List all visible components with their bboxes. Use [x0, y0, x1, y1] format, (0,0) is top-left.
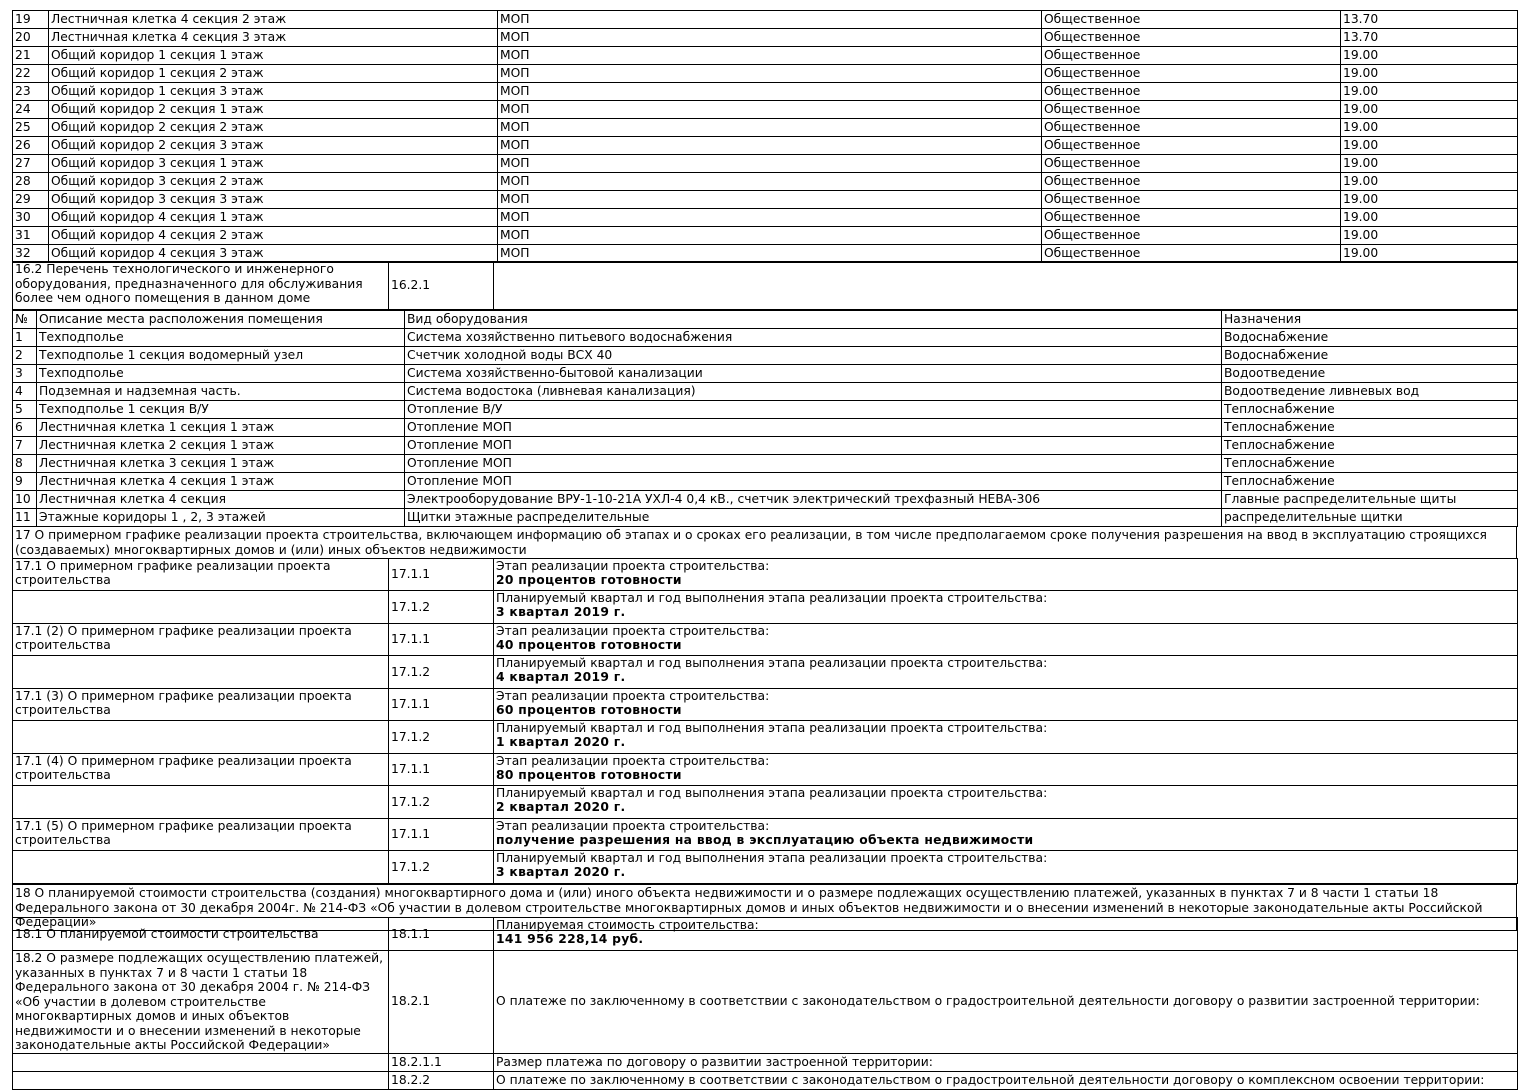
header-place: Описание места расположения помещения [37, 311, 405, 329]
table-row [13, 101, 1518, 119]
equipment-place: Техподполье 1 секция В/У [37, 401, 405, 419]
table-row [13, 437, 1518, 455]
quarter-row [13, 656, 1518, 689]
row-number: 26 [13, 137, 49, 155]
header-kind: Вид оборудования [405, 311, 1222, 329]
room-type: МОП [498, 209, 1042, 227]
payment-size-text: Размер платежа по договору о развитии застроенной территории: [494, 1053, 1518, 1071]
room-name: Общий коридор 4 секция 3 этаж [49, 245, 498, 263]
quarter-value: 1 квартал 2020 г. [496, 735, 626, 749]
room-name: Общий коридор 2 секция 1 этаж [49, 101, 498, 119]
stage-code: 17.1.1 [389, 754, 494, 786]
quarter-code: 17.1.2 [389, 656, 494, 689]
stage-row [13, 819, 1518, 851]
quarter-label: Планируемый квартал и год выполнения этапа реализации проекта строительства: [496, 656, 1048, 670]
stage-code: 17.1.1 [389, 819, 494, 851]
room-name: Лестничная клетка 4 секция 2 этаж [49, 11, 498, 29]
table-row [13, 191, 1518, 209]
equipment-purpose: Главные распределительные щиты [1222, 491, 1518, 509]
equipment-purpose: Водоснабжение [1222, 347, 1518, 365]
row-number: 10 [13, 491, 37, 509]
stage-label: Этап реализации проекта строительства: [496, 689, 770, 703]
room-name: Общий коридор 1 секция 2 этаж [49, 65, 498, 83]
equipment-kind: Щитки этажные распределительные [405, 509, 1222, 527]
row-number: 24 [13, 101, 49, 119]
quarter-row [13, 721, 1518, 754]
stage-value: 20 процентов готовности [496, 573, 682, 587]
stage-value: получение разрешения на ввод в эксплуатацию объекта недвижимости [496, 833, 1034, 847]
quarter-code: 17.1.2 [389, 721, 494, 754]
quarter-label: Планируемый квартал и год выполнения этапа реализации проекта строительства: [496, 851, 1048, 865]
equipment-header-row [13, 311, 1518, 329]
stage-code: 17.1.1 [389, 624, 494, 656]
room-area: 19.00 [1341, 155, 1518, 173]
stage-value: 60 процентов готовности [496, 703, 682, 717]
table-row [13, 401, 1518, 419]
payment-row [13, 951, 1518, 1054]
room-use: Общественное [1042, 173, 1341, 191]
payment-code: 18.2.1 [389, 951, 494, 1054]
stage-label: Этап реализации проекта строительства: [496, 624, 770, 638]
row-number: 20 [13, 29, 49, 47]
cost-title: 18.1 О планируемой стоимости строительства [13, 918, 389, 951]
room-area: 19.00 [1341, 47, 1518, 65]
room-name: Общий коридор 3 секция 1 этаж [49, 155, 498, 173]
equipment-kind: Система хозяйственно питьевого водоснабжения [405, 329, 1222, 347]
payment-title: 18.2 О размере подлежащих осуществлению платежей, указанных в пунктах 7 и 8 части 1 статьи 18 Федерального закона от 30 декабря 2004 г. № 214-ФЗ «Об участии в долевом строительстве многоквартирных домов и иных объектов недвижимости и о внесении изменений в некоторые законодательные акты Российской Федерации» [13, 951, 389, 1054]
table-row [13, 419, 1518, 437]
equipment-purpose: Теплоснабжение [1222, 455, 1518, 473]
equipment-kind: Система хозяйственно-бытовой канализации [405, 365, 1222, 383]
row-number: 30 [13, 209, 49, 227]
equipment-place: Техподполье [37, 365, 405, 383]
cost-cell [494, 918, 1518, 951]
table-row [13, 365, 1518, 383]
header-number: № [13, 311, 37, 329]
quarter-cell [494, 721, 1518, 754]
room-type: МОП [498, 227, 1042, 245]
stage-title: 17.1 (4) О примерном графике реализации проекта строительства [13, 754, 389, 786]
stage-label: Этап реализации проекта строительства: [496, 754, 770, 768]
quarter-code: 17.1.2 [389, 591, 494, 624]
room-name: Общий коридор 2 секция 3 этаж [49, 137, 498, 155]
section-18-header: 18 О планируемой стоимости строительства (создания) многоквартирного дома и (или) иного объекта недвижимости и о размере подлежащих осуществлению платежей, указанных в пунктах 7 и 8 части 1 статьи 18 Федерального закона от 30 декабря 2004г. № 214-ФЗ «Об участии в долевом строительстве многоквартирных домов и иных объектов недвижимости и о внесении изменений в некоторые законодательные акты Российской Федерации» [13, 885, 1517, 931]
table-row [13, 455, 1518, 473]
room-area: 19.00 [1341, 101, 1518, 119]
room-area: 19.00 [1341, 191, 1518, 209]
room-name: Общий коридор 4 секция 1 этаж [49, 209, 498, 227]
row-number: 23 [13, 83, 49, 101]
table-row [13, 509, 1518, 527]
room-type: МОП [498, 101, 1042, 119]
table-row [13, 245, 1518, 263]
table-row [13, 491, 1518, 509]
equipment-place: Подземная и надземная часть. [37, 383, 405, 401]
stage-title: 17.1 О примерном графике реализации проекта строительства [13, 559, 389, 591]
room-use: Общественное [1042, 245, 1341, 263]
stage-row [13, 754, 1518, 786]
equipment-kind: Отопление МОП [405, 473, 1222, 491]
quarter-row [13, 786, 1518, 819]
equipment-place: Лестничная клетка 4 секция 1 этаж [37, 473, 405, 491]
equipment-purpose: Водоотведение [1222, 365, 1518, 383]
quarter-row [13, 851, 1518, 884]
stage-title: 17.1 (5) О примерном графике реализации проекта строительства [13, 819, 389, 851]
quarter-value: 2 квартал 2020 г. [496, 800, 626, 814]
empty-cell [13, 721, 389, 754]
schedule-body [13, 559, 1518, 884]
common-areas-table [12, 10, 1518, 263]
stage-title: 17.1 (2) О примерном графике реализации проекта строительства [13, 624, 389, 656]
row-number: 3 [13, 365, 37, 383]
common-areas-body [13, 11, 1518, 263]
room-name: Общий коридор 3 секция 3 этаж [49, 191, 498, 209]
equipment-kind: Отопление В/У [405, 401, 1222, 419]
quarter-row [13, 591, 1518, 624]
room-use: Общественное [1042, 11, 1341, 29]
table-row [13, 329, 1518, 347]
room-area: 13.70 [1341, 29, 1518, 47]
row-number: 27 [13, 155, 49, 173]
cost-value: 141 956 228,14 руб. [496, 932, 644, 946]
table-row [13, 29, 1518, 47]
room-area: 19.00 [1341, 209, 1518, 227]
quarter-value: 3 квартал 2020 г. [496, 865, 626, 879]
equipment-kind: Электрооборудование ВРУ-1-10-21А УХЛ-4 0,4 кВ., счетчик электрический трехфазный НЕВА-306 [405, 491, 1222, 509]
stage-cell [494, 819, 1518, 851]
room-use: Общественное [1042, 155, 1341, 173]
room-area: 19.00 [1341, 65, 1518, 83]
room-type: МОП [498, 245, 1042, 263]
equipment-purpose: Водоснабжение [1222, 329, 1518, 347]
section-17-header-table [12, 526, 1517, 559]
quarter-code: 17.1.2 [389, 786, 494, 819]
room-use: Общественное [1042, 29, 1341, 47]
complex-text: О платеже по заключенному в соответствии с законодательством о градостроительной деятельности договору о комплексном освоении территории: [494, 1071, 1518, 1089]
room-area: 19.00 [1341, 119, 1518, 137]
row-number: 28 [13, 173, 49, 191]
table-row [13, 11, 1518, 29]
row-number: 9 [13, 473, 37, 491]
room-area: 13.70 [1341, 11, 1518, 29]
room-area: 19.00 [1341, 173, 1518, 191]
stage-cell [494, 754, 1518, 786]
room-type: МОП [498, 47, 1042, 65]
payment-size-code: 18.2.1.1 [389, 1053, 494, 1071]
row-number: 5 [13, 401, 37, 419]
complex-code: 18.2.2 [389, 1071, 494, 1089]
room-area: 19.00 [1341, 245, 1518, 263]
equipment-purpose: Теплоснабжение [1222, 437, 1518, 455]
equipment-place: Техподполье [37, 329, 405, 347]
equipment-kind: Отопление МОП [405, 455, 1222, 473]
table-row [13, 173, 1518, 191]
room-area: 19.00 [1341, 227, 1518, 245]
quarter-cell [494, 851, 1518, 884]
empty-cell [13, 786, 389, 819]
cost-label: Планируемая стоимость строительства: [496, 918, 759, 932]
room-type: МОП [498, 119, 1042, 137]
room-use: Общественное [1042, 137, 1341, 155]
room-type: МОП [498, 11, 1042, 29]
room-type: МОП [498, 29, 1042, 47]
room-use: Общественное [1042, 119, 1341, 137]
table-row [13, 209, 1518, 227]
room-area: 19.00 [1341, 137, 1518, 155]
table-row [13, 137, 1518, 155]
section-18-table [12, 917, 1518, 1090]
stage-value: 40 процентов готовности [496, 638, 682, 652]
room-name: Общий коридор 1 секция 3 этаж [49, 83, 498, 101]
equipment-purpose: распределительные щитки [1222, 509, 1518, 527]
stage-code: 17.1.1 [389, 689, 494, 721]
room-use: Общественное [1042, 83, 1341, 101]
empty-cell [13, 1053, 389, 1071]
room-use: Общественное [1042, 191, 1341, 209]
equipment-kind: Отопление МОП [405, 419, 1222, 437]
complex-row [13, 1071, 1518, 1089]
stage-title: 17.1 (3) О примерном графике реализации проекта строительства [13, 689, 389, 721]
quarter-value: 3 квартал 2019 г. [496, 605, 626, 619]
row-number: 7 [13, 437, 37, 455]
quarter-label: Планируемый квартал и год выполнения этапа реализации проекта строительства: [496, 591, 1048, 605]
section-16-2-table [12, 261, 1518, 310]
room-name: Общий коридор 4 секция 2 этаж [49, 227, 498, 245]
row-number: 19 [13, 11, 49, 29]
row-number: 6 [13, 419, 37, 437]
equipment-purpose: Теплоснабжение [1222, 473, 1518, 491]
equipment-body [13, 329, 1518, 527]
row-number: 32 [13, 245, 49, 263]
row-number: 25 [13, 119, 49, 137]
room-type: МОП [498, 155, 1042, 173]
room-use: Общественное [1042, 47, 1341, 65]
room-use: Общественное [1042, 101, 1341, 119]
section-16-2-label: 16.2 Перечень технологического и инженерного оборудования, предназначенного для обслуживания более чем одного помещения в данном доме [13, 262, 389, 310]
empty-cell [13, 656, 389, 689]
stage-cell [494, 559, 1518, 591]
equipment-kind: Система водостока (ливневая канализация) [405, 383, 1222, 401]
room-type: МОП [498, 191, 1042, 209]
cost-row [13, 918, 1518, 951]
equipment-purpose: Теплоснабжение [1222, 401, 1518, 419]
equipment-place: Этажные коридоры 1 , 2, 3 этажей [37, 509, 405, 527]
row-number: 1 [13, 329, 37, 347]
room-name: Общий коридор 2 секция 2 этаж [49, 119, 498, 137]
quarter-label: Планируемый квартал и год выполнения этапа реализации проекта строительства: [496, 786, 1048, 800]
equipment-place: Лестничная клетка 4 секция [37, 491, 405, 509]
room-name: Общий коридор 3 секция 2 этаж [49, 173, 498, 191]
stage-cell [494, 624, 1518, 656]
section-16-2-code: 16.2.1 [389, 262, 494, 310]
row-number: 4 [13, 383, 37, 401]
table-row [13, 65, 1518, 83]
room-type: МОП [498, 137, 1042, 155]
empty-cell [13, 851, 389, 884]
row-number: 21 [13, 47, 49, 65]
table-row [13, 47, 1518, 65]
room-use: Общественное [1042, 227, 1341, 245]
stage-row [13, 559, 1518, 591]
cost-code: 18.1.1 [389, 918, 494, 951]
row-number: 22 [13, 65, 49, 83]
quarter-label: Планируемый квартал и год выполнения этапа реализации проекта строительства: [496, 721, 1048, 735]
stage-code: 17.1.1 [389, 559, 494, 591]
payment-text: О платеже по заключенному в соответствии с законодательством о градостроительной деятельности договору о развитии застроенной территории: [494, 951, 1518, 1054]
equipment-kind: Счетчик холодной воды ВСХ 40 [405, 347, 1222, 365]
quarter-cell [494, 786, 1518, 819]
table-row [13, 347, 1518, 365]
equipment-kind: Отопление МОП [405, 437, 1222, 455]
equipment-place: Лестничная клетка 2 секция 1 этаж [37, 437, 405, 455]
stage-value: 80 процентов готовности [496, 768, 682, 782]
table-row [13, 155, 1518, 173]
room-area: 19.00 [1341, 83, 1518, 101]
room-name: Лестничная клетка 4 секция 3 этаж [49, 29, 498, 47]
stage-label: Этап реализации проекта строительства: [496, 819, 770, 833]
section-17-schedule-table [12, 558, 1518, 884]
equipment-place: Лестничная клетка 1 секция 1 этаж [37, 419, 405, 437]
row-number: 2 [13, 347, 37, 365]
payment-size-row [13, 1053, 1518, 1071]
empty-cell [13, 1071, 389, 1089]
table-row [13, 383, 1518, 401]
table-row [13, 227, 1518, 245]
table-row [13, 473, 1518, 491]
stage-row [13, 624, 1518, 656]
equipment-place: Лестничная клетка 3 секция 1 этаж [37, 455, 405, 473]
quarter-value: 4 квартал 2019 г. [496, 670, 626, 684]
room-type: МОП [498, 65, 1042, 83]
table-row [13, 119, 1518, 137]
equipment-place: Техподполье 1 секция водомерный узел [37, 347, 405, 365]
room-use: Общественное [1042, 209, 1341, 227]
table-row [13, 83, 1518, 101]
quarter-cell [494, 656, 1518, 689]
quarter-cell [494, 591, 1518, 624]
room-name: Общий коридор 1 секция 1 этаж [49, 47, 498, 65]
empty-cell [494, 262, 1518, 310]
empty-cell [13, 591, 389, 624]
equipment-purpose: Теплоснабжение [1222, 419, 1518, 437]
stage-cell [494, 689, 1518, 721]
row-number: 11 [13, 509, 37, 527]
row-number: 8 [13, 455, 37, 473]
equipment-table [12, 310, 1518, 527]
stage-label: Этап реализации проекта строительства: [496, 559, 770, 573]
section-17-header: 17 О примерном графике реализации проекта строительства, включающем информацию об этапах и о сроках его реализации, в том числе предполагаемом сроке получения разрешения на ввод в эксплуатацию строящихся (создаваемых) многоквартирных домов и (или) иных объектов недвижимости [13, 527, 1517, 559]
equipment-purpose: Водоотведение ливневых вод [1222, 383, 1518, 401]
quarter-code: 17.1.2 [389, 851, 494, 884]
room-type: МОП [498, 173, 1042, 191]
stage-row [13, 689, 1518, 721]
row-number: 31 [13, 227, 49, 245]
room-use: Общественное [1042, 65, 1341, 83]
row-number: 29 [13, 191, 49, 209]
header-purpose: Назначения [1222, 311, 1518, 329]
room-type: МОП [498, 83, 1042, 101]
